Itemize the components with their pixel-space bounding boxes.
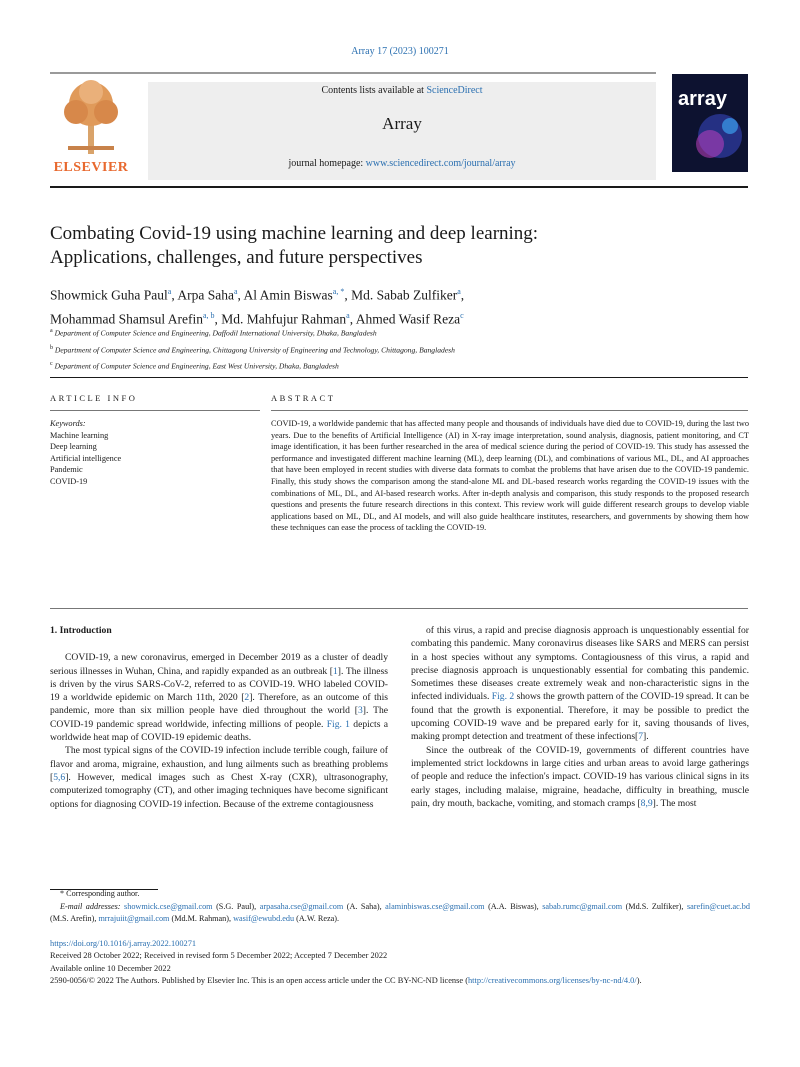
tree-icon [50, 76, 132, 158]
author-separator: , [344, 287, 352, 303]
keyword-item: Artificial intelligence [50, 453, 122, 463]
sciencedirect-link[interactable]: ScienceDirect [426, 85, 483, 96]
license-statement [50, 975, 750, 987]
text-segment: The most typical signs of the COVID-19 infection include terrible cough, failure of flavor and aroma, migraine, exhaustion, and lung ailments such as breathing problems [ [50, 745, 388, 783]
keywords-block [50, 418, 260, 488]
journal-cover [672, 74, 748, 172]
contents-prefix: Contents lists available at [321, 85, 427, 96]
body-paragraph [50, 744, 388, 810]
email-owner: (M.S. Arefin), [50, 914, 99, 923]
footnotes [50, 888, 750, 926]
body-paragraph [411, 624, 749, 744]
available-online: Available online 10 December 2022 [50, 963, 171, 973]
body-column-right [411, 624, 749, 810]
text-segment: shows the growth pattern of the COVID-19 spread. It can be found that the growth is exponential. Therefore, it may be possible to predict the upcoming COVID-19 wave and be prepared early for it, saving thousands of lives, making prompt detection and treatment of these infections[ [411, 691, 749, 743]
keyword-list [50, 430, 260, 488]
author-separator: , [214, 311, 222, 326]
author-affiliation-mark[interactable]: a, * [332, 287, 345, 296]
affiliation-text: Department of Computer Science and Engineering, Chittagong University of Engineering and Technology, Chittagong, Bangladesh [53, 345, 455, 355]
contents-line [148, 85, 656, 96]
affiliation-text: Department of Computer Science and Engineering, East West University, Dhaka, Bangladesh [52, 361, 339, 371]
text-segment: of this virus, a rapid and precise diagnosis approach is unquestionably essential for combating this pandemic. Many coronavirus diseases like SARS and MERS can persist in a host species without any symptoms. Contagiousness of this virus, a rapid and precise diagnosis approach is unquestionably essential for combating this pandemic. Sometimes these diseases create extremely weak and non-characteristic signs in the infected individuals. [411, 625, 749, 703]
text-segment: ]. The illness is driven by the virus SARS-CoV-2, referred to as COVID-19. WHO labeled COVID-19 a worldwide epidemic on March 11th, 2020 [ [50, 665, 388, 704]
license-prefix: 2590-0056/© 2022 The Authors. Published by Elsevier Inc. This is an open access article under the CC BY-NC-ND license ( [50, 976, 468, 986]
left-paragraphs [50, 651, 388, 811]
email-owner: (Md.S. Zulfiker), [622, 901, 687, 911]
affiliation-row [50, 324, 750, 341]
license-link[interactable]: http://creativecommons.org/licenses/by-nc-nd/4.0/ [467, 976, 637, 986]
section-heading-introduction: 1. Introduction [50, 625, 112, 636]
author-name: Mohammad Shamsul Arefin [50, 311, 203, 326]
text-segment: depicts a worldwide heat map of COVID-19 epidemic deaths. [50, 718, 388, 744]
text-segment: COVID-19, a new coronavirus, emerged in December 2019 as a cluster of deadly serious illnesses in Wuhan, China, and rapidly expanded as an outbreak [ [50, 652, 388, 677]
publication-info [50, 938, 750, 988]
text-segment: ]. The COVID-19 pandemic spread worldwide, infecting millions of people. [50, 705, 389, 730]
body-column-left [50, 624, 388, 811]
text-segment: ]. However, medical images such as Chest X-ray (CXR), ultrasonography, computerized tomography (CT), and other imaging techniques have become significant options for diagnosing COVID-19 infection. Because of the extreme contagiousness [50, 771, 388, 810]
citation-link[interactable]: Fig. 2 [491, 691, 515, 703]
author-affiliation-mark[interactable]: a [167, 287, 172, 296]
email-link[interactable]: mrrajuiit@gmail.com [98, 914, 170, 923]
author-affiliation-mark[interactable]: a [346, 310, 350, 320]
right-paragraphs [411, 624, 749, 810]
article-title [50, 222, 750, 270]
email-owner: (A. Saha), [343, 901, 386, 911]
article-info-rule [50, 410, 260, 411]
citation-link[interactable]: 2 [244, 692, 250, 704]
abstract-heading: ABSTRACT [271, 393, 336, 403]
journal-reference[interactable]: Array 17 (2023) 100271 [351, 46, 449, 57]
email-link[interactable]: sabab.rumc@gmail.com [542, 901, 623, 911]
citation-link[interactable]: 1 [333, 665, 338, 677]
author-separator: , [349, 311, 356, 326]
keyword-item: Deep learning [50, 442, 97, 452]
author-separator: , [460, 287, 465, 303]
publisher-name: ELSEVIER [53, 160, 129, 175]
corresponding-author-note: * Corresponding author. [60, 889, 140, 898]
text-segment: ]. The most [652, 797, 697, 809]
affiliation-row [50, 341, 750, 358]
homepage-prefix: journal homepage: [288, 158, 366, 169]
body-separator [50, 608, 748, 609]
author-affiliation-mark[interactable]: a [457, 287, 461, 296]
elsevier-logo [50, 76, 132, 176]
abstract-rule [271, 410, 748, 411]
author-name: Showmick Guha Paul [50, 287, 168, 303]
section-separator [50, 377, 748, 378]
keyword-item: Machine learning [50, 430, 109, 440]
citation-link[interactable]: 5,6 [53, 771, 66, 783]
author-affiliation-mark[interactable]: a [233, 287, 238, 296]
author-name: Md. Mahfujur Rahman [221, 311, 347, 326]
text-segment: ]. Therefore, as an outcome of this pandemic, more than six million people have died throughout the world [ [50, 692, 388, 717]
text-segment: ]. [643, 731, 649, 743]
journal-homepage-link[interactable]: www.sciencedirect.com/journal/array [365, 158, 516, 169]
cover-title: array [678, 88, 727, 110]
article-info-heading: ARTICLE INFO [50, 393, 138, 403]
keywords-label: Keywords: [50, 419, 86, 428]
author-line-1 [50, 282, 750, 306]
email-list [50, 902, 750, 924]
email-link[interactable]: sarefin@cuet.ac.bd [686, 901, 750, 911]
email-link[interactable]: wasif@ewubd.edu [233, 914, 295, 923]
affiliation-mark: a [50, 328, 53, 334]
affiliation-mark: b [50, 344, 53, 351]
email-owner: (Md.M. Rahman), [169, 914, 234, 923]
email-owner: (A.W. Reza). [294, 914, 340, 923]
email-addresses [50, 901, 750, 926]
author-affiliation-mark[interactable]: c [460, 310, 464, 320]
keyword-item: Pandemic [50, 465, 83, 475]
author-name: Arpa Saha [177, 287, 234, 303]
keyword-item: COVID-19 [50, 476, 88, 486]
citation-link[interactable]: Fig. 1 [326, 718, 350, 730]
affiliation-mark: c [50, 361, 53, 368]
affiliation-row [50, 357, 750, 374]
email-owner: (S.G. Paul), [212, 901, 260, 911]
journal-name: Array [382, 114, 422, 133]
body-paragraph [50, 651, 388, 744]
header-top-rule [50, 72, 656, 74]
affiliation-text: Department of Computer Science and Engineering, Daffodil International University, Dhaka, Bangladesh [52, 328, 377, 338]
email-link[interactable]: arpasaha.cse@gmail.com [259, 901, 344, 911]
received-dates: Received 28 October 2022; Received in revised form 5 December 2022; Accepted 7 December 2022 [50, 951, 388, 961]
email-link[interactable]: alaminbiswas.cse@gmail.com [385, 901, 485, 911]
title-line-1: Combating Covid-19 using machine learning and deep learning: [50, 223, 539, 244]
cover-art-icon [672, 74, 748, 172]
email-label: E-mail addresses: [60, 901, 125, 911]
author-separator: , [171, 287, 178, 303]
author-name: Al Amin Biswas [243, 287, 333, 303]
license-suffix: ). [636, 976, 642, 986]
author-separator: , [237, 287, 244, 303]
email-link[interactable]: showmick.cse@gmail.com [124, 901, 213, 911]
title-line-2: Applications, challenges, and future perspectives [50, 247, 423, 268]
abstract-text: COVID-19, a worldwide pandemic that has affected many people and thousands of individuals have died due to COVID-19, during the last two years. Due to the benefits of Artificial Intelligence (AI) in X-ray image interpretation, sound analysis, diagnosis, patient monitoring, and CT image identification, it has been further researched in the area of medical science during the period of COVID-19. This study has assessed the performance and investigated different machine learning (ML), deep learning (DL), and combinations of various ML, DL, and AI approaches that have been employed in recent studies with diverse data formats to combat the problems that have arisen due to the COVID-19 pandemic. Finally, this study shows the comparison among the stand-alone ML and DL-based research works regarding the COVID-19 issues with the combinations of ML, DL, and AI-based research works. After in-depth analysis and comparison, this study responds to the proposed research questions and presents the future research directions in this context. This review work will guide different research groups to develop viable applications based on ML, DL, and AI models, and will also guide healthcare institutes, researchers, and governments by showing them how these techniques can ease the process of tackling the COVID-19. [271, 419, 749, 533]
homepage-line [148, 158, 656, 169]
header-bottom-rule [50, 186, 748, 188]
citation-link[interactable]: 3 [358, 705, 363, 717]
citation-link[interactable]: 7 [638, 731, 644, 743]
author-name: Ahmed Wasif Reza [355, 311, 461, 326]
author-name: Md. Sabab Zulfiker [351, 287, 458, 303]
email-owner: (A.A. Biswas), [484, 901, 543, 911]
author-list [50, 282, 750, 329]
author-affiliation-mark[interactable]: a, b [202, 310, 215, 320]
text-segment: Since the outbreak of the COVID-19, governments of different countries have implemented strict lockdowns in large cities and urban areas to avoid large gatherings of people and reduce the infection's impact. COVID-19 has various clinical signs in its early stages, including malaise, migraine, headache, difficulty in breathing, muscle pain, dry mouth, backache, vomiting, and stomach cramps [ [411, 744, 749, 809]
affiliations [50, 324, 750, 374]
doi-link[interactable]: https://doi.org/10.1016/j.array.2022.100271 [50, 939, 197, 948]
citation-link[interactable]: 8,9 [640, 797, 653, 809]
body-paragraph [411, 744, 749, 810]
